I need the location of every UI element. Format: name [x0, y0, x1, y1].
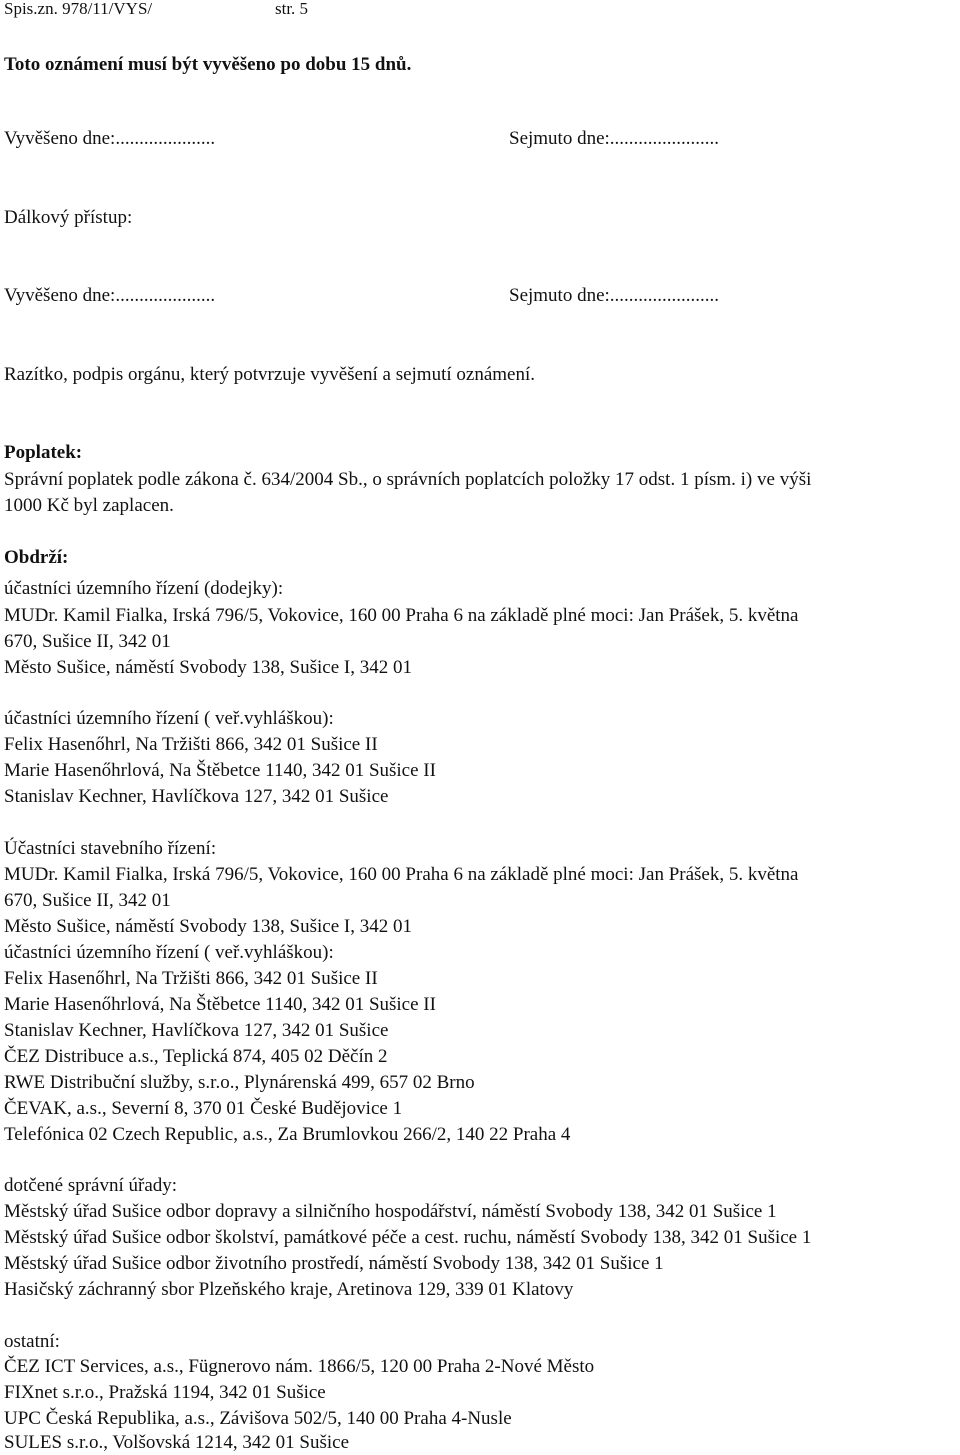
list-item: účastníci územního řízení ( veř.vyhláškou): [4, 942, 334, 963]
list-item: Město Sušice, náměstí Svobody 138, Sušice I, 342 01 [4, 657, 412, 678]
fee-line-1: Správní poplatek podle zákona č. 634/2004 Sb., o správních poplatcích položky 17 odst. 1 písm. i) ve výši [4, 469, 812, 490]
list-item: Stanislav Kechner, Havlíčkova 127, 342 01 Sušice [4, 786, 389, 807]
list-item: ČEVAK, a.s., Severní 8, 370 01 České Budějovice 1 [4, 1098, 403, 1119]
recipients-heading: Obdrží: [4, 547, 69, 568]
list-item: Městský úřad Sušice odbor dopravy a silničního hospodářství, náměstí Svobody 138, 342 01 Sušice 1 [4, 1201, 777, 1222]
list-item: SULES s.r.o., Volšovská 1214, 342 01 Sušice [4, 1432, 350, 1453]
list-item: Telefónica 02 Czech Republic, a.s., Za Brumlovkou 266/2, 140 22 Praha 4 [4, 1124, 571, 1145]
list-item: FIXnet s.r.o., Pražská 1194, 342 01 Sušice [4, 1382, 326, 1403]
fee-line-2: 1000 Kč byl zaplacen. [4, 495, 174, 516]
list-item: ČEZ Distribuce a.s., Teplická 874, 405 02 Děčín 2 [4, 1046, 388, 1067]
file-reference: Spis.zn. 978/11/VYS/ [4, 0, 153, 18]
fee-heading: Poplatek: [4, 442, 83, 463]
list-item: Marie Hasenőhrlová, Na Štěbetce 1140, 342 01 Sušice II [4, 760, 436, 781]
list-item: Městský úřad Sušice odbor životního prostředí, náměstí Svobody 138, 342 01 Sušice 1 [4, 1253, 664, 1274]
list-item: 670, Sušice II, 342 01 [4, 631, 171, 652]
list-item: Marie Hasenőhrlová, Na Štěbetce 1140, 342 01 Sušice II [4, 994, 436, 1015]
list-item: Felix Hasenőhrl, Na Tržišti 866, 342 01 Sušice II [4, 734, 378, 755]
list-item: MUDr. Kamil Fialka, Irská 796/5, Vokovice, 160 00 Praha 6 na základě plné moci: Jan Prášek, 5. května [4, 605, 799, 626]
posted-date-2: Vyvěšeno dne:..................... [4, 285, 216, 306]
list-item: Účastníci stavebního řízení: [4, 838, 217, 859]
list-item: ostatní: [4, 1331, 60, 1352]
removed-date-1: Sejmuto dne:....................... [509, 128, 720, 149]
stamp-note: Razítko, podpis orgánu, který potvrzuje vyvěšení a sejmutí oznámení. [4, 364, 535, 385]
list-item: ČEZ ICT Services, a.s., Fügnerovo nám. 1866/5, 120 00 Praha 2-Nové Město [4, 1356, 595, 1377]
list-item: Felix Hasenőhrl, Na Tržišti 866, 342 01 Sušice II [4, 968, 378, 989]
list-item: Hasičský záchranný sbor Plzeňského kraje, Aretinova 129, 339 01 Klatovy [4, 1279, 574, 1300]
list-item: účastníci územního řízení ( veř.vyhláškou): [4, 708, 334, 729]
list-item: účastníci územního řízení (dodejky): [4, 578, 284, 599]
list-item: 670, Sušice II, 342 01 [4, 890, 171, 911]
remote-access-label: Dálkový přístup: [4, 207, 133, 228]
list-item: Město Sušice, náměstí Svobody 138, Sušice I, 342 01 [4, 916, 412, 937]
list-item: Stanislav Kechner, Havlíčkova 127, 342 01 Sušice [4, 1020, 389, 1041]
page-number: str. 5 [275, 0, 309, 18]
list-item: RWE Distribuční služby, s.r.o., Plynárenská 499, 657 02 Brno [4, 1072, 475, 1093]
notice-heading: Toto oznámení musí být vyvěšeno po dobu 15 dnů. [4, 54, 412, 75]
posted-date-1: Vyvěšeno dne:..................... [4, 128, 216, 149]
list-item: dotčené správní úřady: [4, 1175, 178, 1196]
list-item: MUDr. Kamil Fialka, Irská 796/5, Vokovice, 160 00 Praha 6 na základě plné moci: Jan Prášek, 5. května [4, 864, 799, 885]
removed-date-2: Sejmuto dne:....................... [509, 285, 720, 306]
list-item: Městský úřad Sušice odbor školství, památkové péče a cest. ruchu, náměstí Svobody 138, 342 01 Sušice 1 [4, 1227, 812, 1248]
page-header [0, 0, 960, 24]
list-item: UPC Česká Republika, a.s., Závišova 502/5, 140 00 Praha 4-Nusle [4, 1408, 512, 1429]
